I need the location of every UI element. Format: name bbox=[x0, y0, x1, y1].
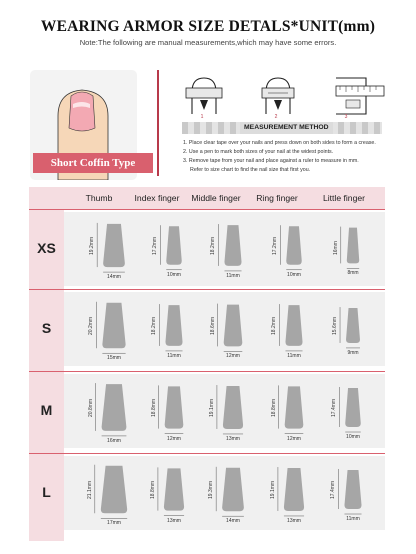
nail-length: 20.8mm bbox=[87, 398, 94, 417]
nail-width: 14mm bbox=[226, 518, 240, 525]
nail-width: 11mm bbox=[346, 516, 360, 522]
nail-width: 10mm bbox=[346, 434, 360, 440]
nail-width: 17mm bbox=[107, 520, 121, 527]
nail-length: 18.8mm bbox=[150, 398, 157, 417]
finger-tape-icon bbox=[186, 78, 222, 114]
nail-length: 19.1mm bbox=[269, 480, 276, 499]
nail-width: 11mm bbox=[226, 272, 240, 279]
nail-length: 19.2mm bbox=[89, 236, 96, 255]
size-label: S bbox=[41, 320, 52, 336]
ruler-icon bbox=[336, 78, 384, 114]
nail-length: 17.2mm bbox=[152, 236, 159, 255]
nail-length: 16mm bbox=[332, 241, 339, 255]
nail-length: 15.6mm bbox=[332, 316, 339, 335]
nail-width: 10mm bbox=[167, 271, 181, 278]
nail-length: 18.8mm bbox=[270, 398, 277, 417]
nail-length: 17.4mm bbox=[331, 398, 338, 417]
finger-header: Index finger bbox=[134, 193, 180, 203]
nail-length: 18.2mm bbox=[151, 316, 158, 335]
size-label: M bbox=[40, 402, 53, 418]
nail-length: 19.1mm bbox=[208, 398, 215, 417]
nail-width: 12mm bbox=[287, 435, 301, 442]
finger-mark-icon bbox=[262, 78, 294, 114]
nail-width: 9mm bbox=[347, 349, 359, 356]
nail-width: 10mm bbox=[287, 271, 301, 278]
nail-length: 18.8mm bbox=[149, 480, 156, 499]
nail-length: 17.2mm bbox=[272, 236, 279, 255]
step-number: 2 bbox=[274, 114, 278, 120]
finger-header: Thumb bbox=[85, 193, 113, 203]
nail-shape-path bbox=[344, 470, 361, 509]
step-number: 1 bbox=[200, 114, 204, 120]
method-banner bbox=[182, 122, 382, 134]
step-number: 3 bbox=[344, 114, 348, 120]
nail-width: 8mm bbox=[347, 270, 359, 277]
nail-width: 11mm bbox=[287, 352, 301, 359]
nail-width: 11mm bbox=[167, 352, 181, 359]
nail-type-badge: Short Coffin Type bbox=[33, 153, 153, 173]
size-label: L bbox=[42, 484, 51, 500]
nail-length: 17.4mm bbox=[330, 480, 337, 499]
size-chart bbox=[29, 187, 385, 541]
nail-length: 18.2mm bbox=[210, 236, 217, 255]
nail-length: 19.3mm bbox=[208, 480, 215, 499]
nail-width: 13mm bbox=[287, 517, 301, 524]
nail-width: 12mm bbox=[226, 353, 240, 360]
size-label: XS bbox=[37, 240, 56, 256]
measurement-note: Note:The following are manual measurements,which may have some errors. bbox=[79, 38, 337, 47]
nail-width: 16mm bbox=[107, 437, 121, 444]
nail-length: 21.1mm bbox=[86, 480, 93, 499]
method-label: MEASUREMENT METHOD bbox=[240, 122, 333, 134]
instruction-line: 2. Use a pen to mark both sizes of your nail at the widest points. bbox=[183, 149, 334, 155]
instruction-line: Refer to size chart to find the nail size that first you. bbox=[190, 167, 311, 173]
page-title: WEARING ARMOR SIZE DETALS*UNIT(mm) bbox=[40, 18, 376, 35]
nail-width: 14mm bbox=[107, 274, 121, 281]
nail-width: 15mm bbox=[107, 355, 121, 362]
measurement-steps bbox=[180, 70, 386, 120]
instruction-line: 3. Remove tape from your nail and place against a ruler to measure in mm. bbox=[183, 158, 359, 164]
divider bbox=[157, 70, 159, 176]
finger-header: Little finger bbox=[322, 193, 366, 203]
instruction-line: 1. Place clear tape over your nails and press down on both sides to form a crease. bbox=[183, 140, 376, 146]
nail-width: 13mm bbox=[167, 517, 181, 524]
nail-length: 18.2mm bbox=[271, 316, 278, 335]
nail-length: 18.6mm bbox=[209, 316, 216, 335]
finger-header: Middle finger bbox=[191, 193, 241, 203]
finger-header: Ring finger bbox=[256, 193, 298, 203]
nail-width: 12mm bbox=[167, 435, 181, 442]
nail-width: 13mm bbox=[226, 435, 240, 442]
nail-length: 20.2mm bbox=[88, 316, 95, 335]
